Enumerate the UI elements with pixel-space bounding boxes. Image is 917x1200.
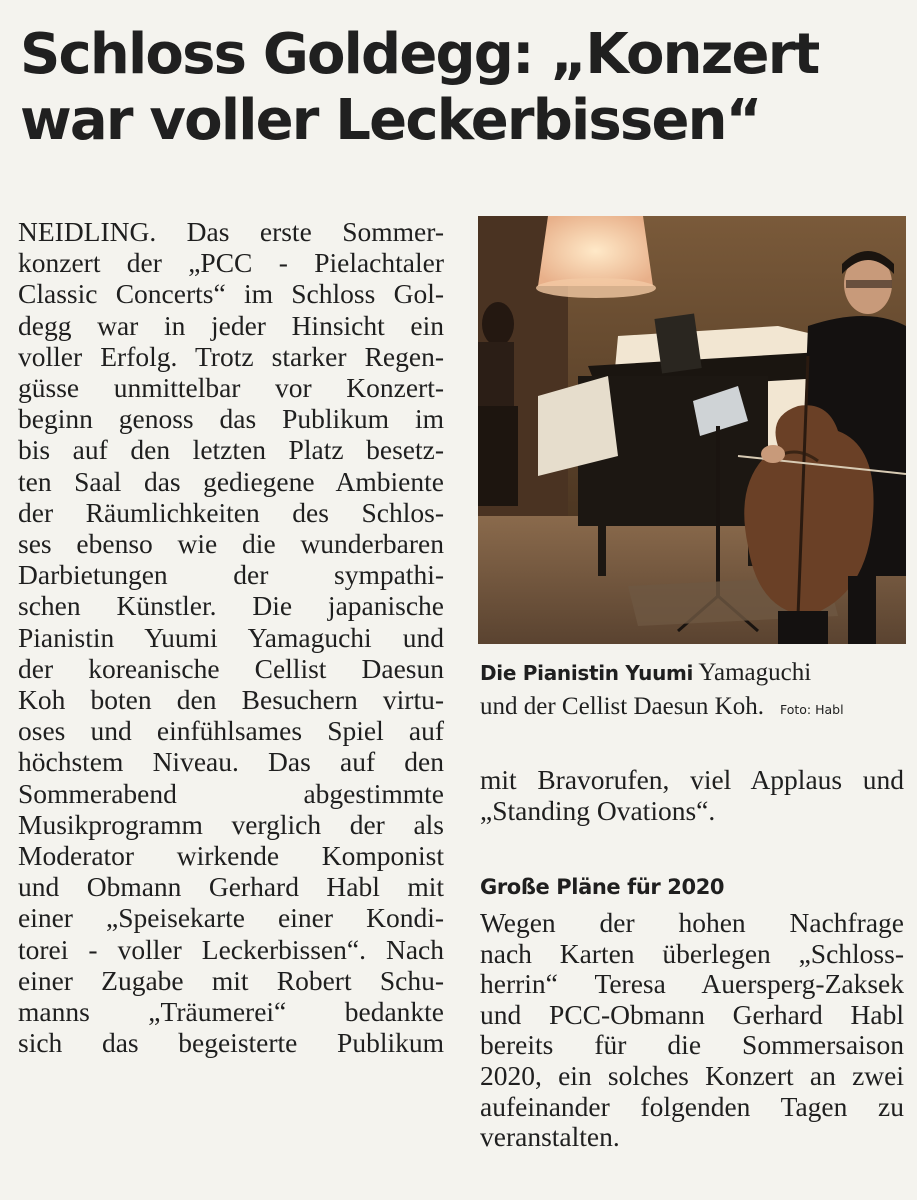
body-line: voller Erfolg. Trotz starker Regen- (18, 340, 444, 372)
body-line: aufeinander folgenden Tagen zu (480, 1090, 904, 1122)
body-line: der Räumlichkeiten des Schlos- (18, 496, 444, 528)
body-line: beginn genoss das Publikum im (18, 403, 444, 435)
body-line: Pianistin Yuumi Yamaguchi und (18, 621, 444, 653)
body-line: herrin“ Teresa Auersperg-Zaksek (480, 968, 904, 1000)
photo-caption (480, 656, 910, 727)
headline-line-2: war voller Leckerbissen“ (20, 88, 761, 153)
concert-photo (478, 216, 906, 644)
headline-line-1: Schloss Goldegg: „Konzert (20, 22, 819, 87)
body-line: Wegen der hohen Nachfrage (480, 907, 904, 938)
article-body-right-column (480, 764, 904, 826)
body-line: oses und einfühlsames Spiel auf (18, 715, 444, 747)
body-line: Koh boten den Besuchern virtu- (18, 684, 444, 716)
body-line: nach Karten überlegen „Schloss- (480, 937, 904, 969)
section-subheading: Große Pläne für 2020 (480, 875, 725, 899)
caption-line-1 (480, 656, 910, 690)
body-line: einer „Speisekarte einer Kondi- (18, 902, 444, 934)
body-line: einer Zugabe mit Robert Schu- (18, 964, 444, 996)
body-line: torei - voller Leckerbissen“. Nach (18, 933, 444, 965)
body-line: und PCC-Obmann Gerhard Habl (480, 998, 904, 1030)
body-line: Musikprogramm verglich der als (18, 808, 444, 840)
body-line: sich das begeisterte Publikum (18, 1027, 444, 1059)
body-line: bereits für die Sommersaison (480, 1029, 904, 1061)
body-line: ses ebenso wie die wunderbaren (18, 528, 444, 560)
body-line: güsse unmittelbar vor Konzert- (18, 372, 444, 404)
body-line: höchstem Niveau. Das auf den (18, 746, 444, 778)
body-line: schen Künstler. Die japanische (18, 590, 444, 622)
body-line: Darbietungen der sympathi- (18, 559, 444, 591)
caption-line-2 (480, 690, 910, 727)
body-line: manns „Träumerei“ bedankte (18, 996, 444, 1028)
headline (20, 22, 905, 154)
body-line: NEIDLING. Das erste Sommer- (18, 216, 444, 247)
body-line: „Standing Ovations“. (480, 795, 716, 827)
caption-text: und der Cellist Daesun Koh. (480, 693, 764, 720)
body-line: Classic Concerts“ im Schloss Gol- (18, 278, 444, 310)
body-line: konzert der „PCC - Pielachtaler (18, 247, 444, 279)
photo-credit: Foto: Habl (779, 702, 844, 717)
article-body-right-section (480, 908, 904, 1153)
body-line: veranstalten. (480, 1121, 620, 1153)
body-line: bis auf den letzten Platz besetz- (18, 434, 444, 466)
body-line: Sommerabend abgestimmte (18, 777, 444, 809)
body-line: ten Saal das gediegene Ambiente (18, 465, 444, 497)
body-line: degg war in jeder Hinsicht ein (18, 309, 444, 341)
body-line: und Obmann Gerhard Habl mit (18, 871, 444, 903)
body-line: 2020, ein solches Konzert an zwei (480, 1059, 904, 1091)
body-line: Moderator wirkende Komponist (18, 840, 444, 872)
body-line: mit Bravorufen, viel Applaus und (480, 764, 904, 795)
caption-bold-lead: Die Pianistin Yuumi (480, 661, 694, 685)
article-body-left-column (18, 216, 444, 1058)
caption-lead-rest: Yamaguchi (693, 659, 812, 686)
body-line: der koreanische Cellist Daesun (18, 652, 444, 684)
